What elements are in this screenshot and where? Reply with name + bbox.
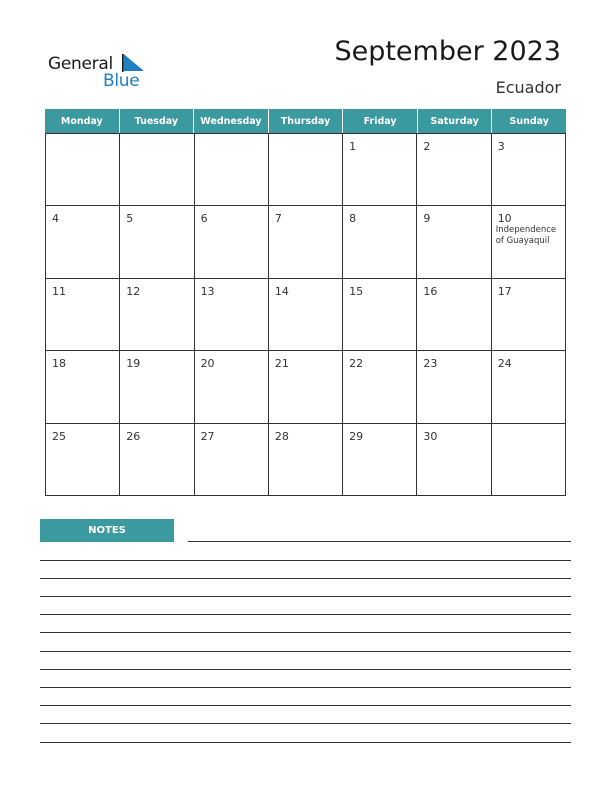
week-row-1 [46,134,566,206]
day-number: 4 [52,212,59,226]
notes-line [40,632,571,633]
day-number: 26 [126,429,141,443]
weekday-wednesday: Wednesday [194,109,269,133]
week-row-3 [46,279,566,351]
day-cell [120,351,194,423]
day-number: 29 [349,429,364,443]
notes-line [188,541,571,542]
day-cell [195,279,269,351]
weekday-header-row [45,109,566,133]
day-number: 21 [274,357,289,371]
calendar-grid [45,109,566,499]
day-number: 3 [497,140,505,153]
logo-general-text: General [48,54,113,74]
day-cell [417,206,491,278]
day-number: 13 [200,284,215,298]
day-number: 8 [349,212,357,226]
day-number: 17 [497,284,512,298]
day-cell [417,351,491,423]
day-number: 23 [423,357,438,371]
day-cell [46,424,120,496]
day-number: 6 [200,212,208,226]
day-number: 30 [423,429,438,443]
day-cell [120,134,194,206]
day-cell [492,134,566,206]
day-cell [492,351,566,423]
day-cell [343,279,417,351]
day-cell [195,206,269,278]
day-number: 12 [126,284,141,298]
notes-line [40,705,571,706]
weekday-saturday: Saturday [418,109,493,133]
notes-line [40,742,571,743]
weekday-thursday: Thursday [269,109,344,133]
day-cell [46,279,120,351]
day-number: 9 [423,212,431,226]
notes-line [40,723,571,724]
logo-flag-icon [122,54,144,72]
day-cell [120,279,194,351]
day-cell [343,134,417,206]
day-cell [417,134,491,206]
calendar-body [45,133,566,496]
day-number: 22 [349,357,364,371]
weekday-tuesday: Tuesday [120,109,195,133]
day-cell [417,424,491,496]
day-cell [120,206,194,278]
day-cell [195,424,269,496]
day-cell-holiday [492,206,566,278]
notes-line [40,687,571,688]
week-row-4 [46,351,566,423]
day-cell [417,279,491,351]
weekday-sunday: Sunday [509,115,549,127]
day-number: 18 [52,357,66,371]
day-cell [269,206,343,278]
day-cell [343,351,417,423]
day-number: 16 [423,284,438,298]
page-title: September 2023 [334,36,561,67]
day-number: 24 [497,357,512,371]
day-number: 25 [52,429,66,443]
day-number: 10 [497,212,512,226]
week-row-5 [46,424,566,496]
day-cell [343,206,417,278]
weekday-friday: Friday [343,109,418,133]
notes-line [40,614,571,615]
day-number: 7 [274,212,282,226]
day-number: 20 [200,357,215,371]
day-number: 27 [200,429,215,443]
notes-label: NOTES [40,519,174,542]
day-cell [46,351,120,423]
day-cell [120,424,194,496]
day-number: 5 [126,212,134,226]
weekday-monday: Monday [45,109,120,133]
day-number: 28 [274,429,289,443]
day-cell [492,279,566,351]
notes-line [40,669,571,670]
day-cell [46,134,120,206]
week-row-2 [46,206,566,278]
day-number: 15 [349,284,364,298]
logo-blue-text: Blue [103,71,140,91]
notes-line [40,596,571,597]
day-cell [195,351,269,423]
generalblue-logo [48,52,158,92]
day-number: 2 [423,140,431,153]
notes-line [40,578,571,579]
day-cell [492,424,566,496]
holiday-label: Independence of Guayaquil [495,225,557,247]
day-number: 1 [349,140,357,153]
day-cell [269,279,343,351]
day-number: 19 [126,357,141,371]
day-number: 14 [274,284,289,298]
notes-line [40,651,571,652]
day-cell [46,206,120,278]
day-cell [269,134,343,206]
day-cell [343,424,417,496]
day-number: 11 [52,284,66,298]
day-cell [269,351,343,423]
country-name: Ecuador [495,78,561,97]
day-cell [269,424,343,496]
notes-line [40,560,571,561]
day-cell [195,134,269,206]
